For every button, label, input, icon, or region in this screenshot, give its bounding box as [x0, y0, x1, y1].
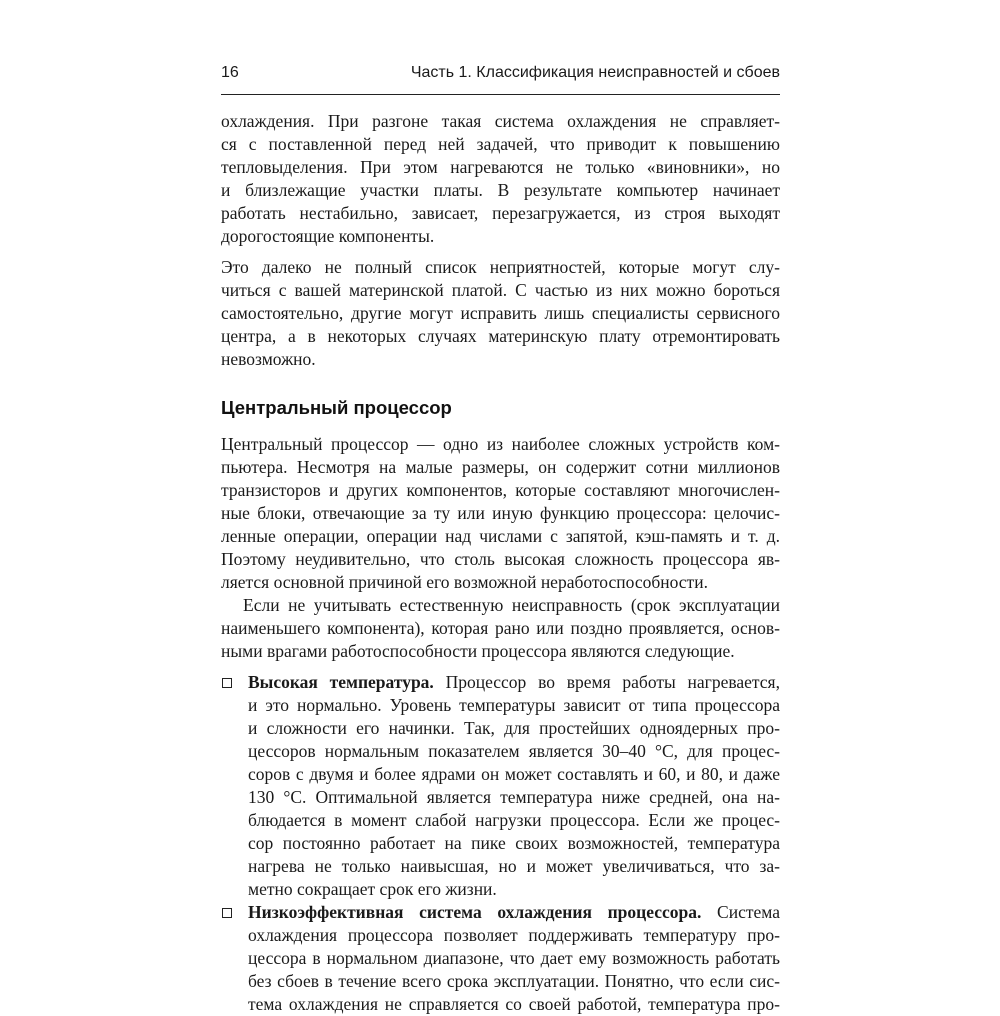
text-line: невозможно.	[221, 349, 316, 369]
text-line: читься с вашей материнской платой. С частью из них можно бороться	[221, 280, 780, 300]
text-line: наименьшего компонента), которая рано или поздно проявляется, основ-	[221, 618, 780, 638]
checkbox-bullet-icon	[222, 678, 232, 688]
text-line: тема охлаждения не справляется со своей работой, температура про-	[248, 994, 780, 1014]
text-line: ными врагами работоспособности процессора являются следующие.	[221, 641, 735, 661]
text-line: пьютера. Несмотря на малые размеры, он содержит сотни миллионов	[221, 457, 780, 477]
text-line: Центральный процессор — одно из наиболее сложных устройств ком-	[221, 434, 780, 454]
list-term: Низкоэффективная система охлаждения процессора.	[248, 902, 702, 922]
list-item	[221, 901, 780, 1016]
running-head: Часть 1. Классификация неисправностей и сбоев	[410, 64, 780, 81]
paragraph-summary	[221, 256, 780, 371]
text-line: сор постоянно работает на пике своих возможностей, температура	[248, 833, 780, 853]
text-line: соров с двумя и более ядрами он может составлять и 60, и 80, и даже	[248, 764, 780, 784]
text-line: цессоров нормальным показателем является 30–40 °C, для процес-	[248, 741, 780, 761]
text-line: ся с поставленной перед ней задачей, что приводит к повышению	[221, 134, 780, 154]
text-line: ные блоки, отвечающие за ту или иную функцию процессора: целочис-	[221, 503, 780, 523]
section-heading: Центральный процессор	[221, 397, 452, 418]
list-item	[221, 671, 780, 901]
text-line: 130 °C. Оптимальной является температура ниже средней, она на-	[248, 787, 780, 807]
list-text: Система	[701, 902, 780, 922]
text-line: самостоятельно, другие могут исправить лишь специалисты сервисного	[221, 303, 780, 323]
page-body	[221, 110, 780, 1016]
text-line: и это нормально. Уровень температуры зависит от типа процессора	[248, 695, 780, 715]
text-line: ленные операции, операции над числами с запятой, кэш-память и т. д.	[221, 526, 780, 546]
page-number: 16	[221, 64, 239, 81]
text-line: транзисторов и других компонентов, которые составляют многочислен-	[221, 480, 780, 500]
text-line: охлаждения. При разгоне такая система охлаждения не справляет-	[221, 111, 780, 131]
text-line: Поэтому неудивительно, что столь высокая сложность процессора яв-	[221, 549, 780, 569]
text-line: охлаждения процессора позволяет поддерживать температуру про-	[248, 925, 780, 945]
text-line: дорогостоящие компоненты.	[221, 226, 435, 246]
checkbox-bullet-icon	[222, 908, 232, 918]
text-line: работать нестабильно, зависает, перезагружается, из строя выходят	[221, 203, 780, 223]
text-line: блюдается в момент слабой нагрузки процессора. Если же процес-	[248, 810, 780, 830]
text-line: метно сокращает срок его жизни.	[248, 879, 497, 899]
text-line: тепловыделения. При этом нагреваются не только «виновники», но	[221, 157, 780, 177]
paragraph-cooling-continued	[221, 110, 780, 248]
text-line: цессора в нормальном диапазоне, что дает ему возможность работать	[248, 948, 780, 968]
text-line: и близлежащие участки платы. В результате компьютер начинает	[221, 180, 780, 200]
page-header	[221, 62, 780, 95]
paragraph-cpu-intro	[221, 433, 780, 594]
text-line: нагрева не только наивысшая, но и может увеличиваться, что за-	[248, 856, 780, 876]
text-line: без сбоев в течение всего срока эксплуатации. Понятно, что если сис-	[248, 971, 780, 991]
text-line: Если не учитывать естественную неисправность (срок эксплуатации	[243, 595, 780, 615]
text-line: центра, а в некоторых случаях материнскую плату отремонтировать	[221, 326, 780, 346]
text-line: и сложности его начинки. Так, для простейших одноядерных про-	[248, 718, 780, 738]
list-term: Высокая температура.	[248, 672, 434, 692]
text-line	[248, 901, 780, 924]
text-line: ляется основной причиной его возможной неработоспособности.	[221, 572, 708, 592]
text-line	[248, 671, 780, 694]
list-text: Процессор во время работы нагревается,	[433, 672, 780, 692]
text-line: Это далеко не полный список неприятностей, которые могут слу-	[221, 257, 780, 277]
paragraph-cpu-enemies	[221, 594, 780, 663]
